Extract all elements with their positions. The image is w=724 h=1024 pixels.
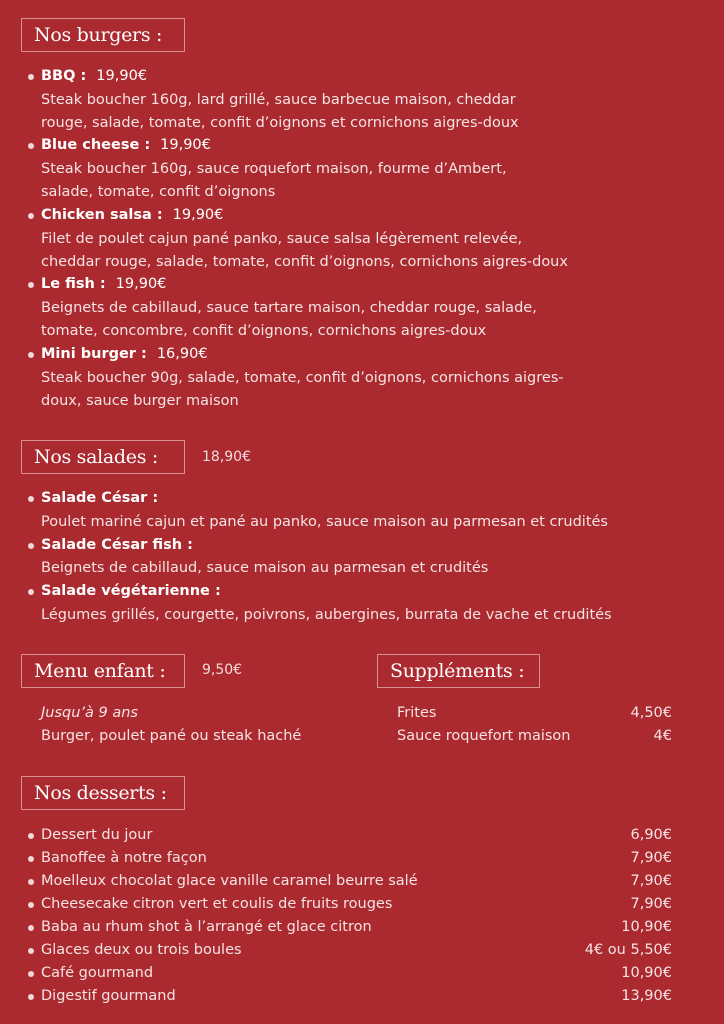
burger-item-title: [41, 343, 208, 366]
supplement-price: 4€: [653, 728, 672, 744]
supplement-name: Sauce roquefort maison: [397, 728, 571, 744]
burger-description: rouge, salade, tomate, confit d’oignons et cornichons aigres-doux: [41, 115, 519, 131]
dessert-name: Banoffee à notre façon: [41, 850, 207, 866]
burger-price: 16,90€: [156, 346, 208, 362]
bullet: [28, 352, 34, 358]
dessert-name: Cheesecake citron vert et coulis de fruits rouges: [41, 896, 393, 912]
bullet: [28, 925, 34, 931]
salade-name: Salade César fish :: [41, 537, 193, 553]
dessert-name: Moelleux chocolat glace vanille caramel beurre salé: [41, 873, 418, 889]
burger-description: Steak boucher 160g, lard grillé, sauce barbecue maison, cheddar: [41, 92, 516, 108]
burger-price: 19,90€: [172, 207, 224, 223]
burger-price: 19,90€: [160, 137, 211, 153]
desserts-heading: Nos desserts :: [21, 776, 185, 810]
bullet: [28, 833, 34, 839]
burger-price: 19,90€: [115, 276, 167, 292]
salade-description: Beignets de cabillaud, sauce maison au parmesan et crudités: [41, 560, 489, 576]
supplements-heading: Suppléments :: [377, 654, 540, 688]
dessert-price: 10,90€: [621, 965, 672, 981]
burger-item-title: [41, 65, 147, 88]
bullet: [28, 856, 34, 862]
dessert-name: Glaces deux ou trois boules: [41, 942, 242, 958]
burger-description: Steak boucher 90g, salade, tomate, confit d’oignons, cornichons aigres-: [41, 370, 564, 386]
burger-item-title: [41, 204, 223, 227]
burger-name: Blue cheese :: [41, 137, 151, 153]
burger-item-title: [41, 134, 211, 157]
dessert-name: Café gourmand: [41, 965, 154, 981]
bullet: [28, 902, 34, 908]
burger-name: Le fish :: [41, 276, 106, 292]
enfant-price: 9,50€: [202, 662, 243, 678]
salades-heading: Nos salades :: [21, 440, 185, 474]
bullet: [28, 994, 34, 1000]
dessert-price: 6,90€: [630, 827, 672, 843]
salades-price: 18,90€: [202, 449, 251, 465]
dessert-price: 10,90€: [621, 919, 672, 935]
burger-name: Mini burger :: [41, 346, 147, 362]
burger-description: Steak boucher 160g, sauce roquefort maison, fourme d’Ambert,: [41, 161, 507, 177]
bullet: [28, 143, 34, 149]
enfant-subtitle: Jusqu’à 9 ans: [41, 705, 138, 721]
burger-description: salade, tomate, confit d’oignons: [41, 184, 276, 200]
dessert-price: 7,90€: [630, 873, 672, 889]
bullet: [28, 589, 34, 595]
bullet: [28, 543, 34, 549]
bullet: [28, 879, 34, 885]
salade-description: Poulet mariné cajun et pané au panko, sauce maison au parmesan et crudités: [41, 514, 608, 530]
dessert-price: 7,90€: [630, 850, 672, 866]
bullet: [28, 74, 34, 80]
dessert-price: 13,90€: [621, 988, 672, 1004]
burger-description: Beignets de cabillaud, sauce tartare maison, cheddar rouge, salade,: [41, 300, 537, 316]
dessert-name: Baba au rhum shot à l’arrangé et glace citron: [41, 919, 372, 935]
burger-description: Filet de poulet cajun pané panko, sauce salsa légèrement relevée,: [41, 231, 523, 247]
burgers-heading: Nos burgers :: [21, 18, 185, 52]
enfant-description: Burger, poulet pané ou steak haché: [41, 728, 302, 744]
salade-name: Salade végétarienne :: [41, 583, 221, 599]
burger-name: BBQ :: [41, 68, 87, 84]
salade-description: Légumes grillés, courgette, poivrons, aubergines, burrata de vache et crudités: [41, 607, 612, 623]
dessert-name: Dessert du jour: [41, 827, 153, 843]
burger-description: cheddar rouge, salade, tomate, confit d’oignons, cornichons aigres-doux: [41, 254, 568, 270]
dessert-name: Digestif gourmand: [41, 988, 176, 1004]
burger-item-title: [41, 273, 166, 296]
bullet: [28, 282, 34, 288]
burger-price: 19,90€: [96, 68, 148, 84]
burger-name: Chicken salsa :: [41, 207, 163, 223]
dessert-price: 7,90€: [630, 896, 672, 912]
bullet: [28, 496, 34, 502]
burger-description: tomate, concombre, confit d’oignons, cornichons aigres-doux: [41, 323, 487, 339]
bullet: [28, 948, 34, 954]
bullet: [28, 971, 34, 977]
enfant-heading: Menu enfant :: [21, 654, 185, 688]
supplement-price: 4,50€: [630, 705, 672, 721]
dessert-price: 4€ ou 5,50€: [584, 942, 672, 958]
supplement-name: Frites: [397, 705, 437, 721]
burger-description: doux, sauce burger maison: [41, 393, 239, 409]
bullet: [28, 213, 34, 219]
salade-name: Salade César :: [41, 490, 159, 506]
